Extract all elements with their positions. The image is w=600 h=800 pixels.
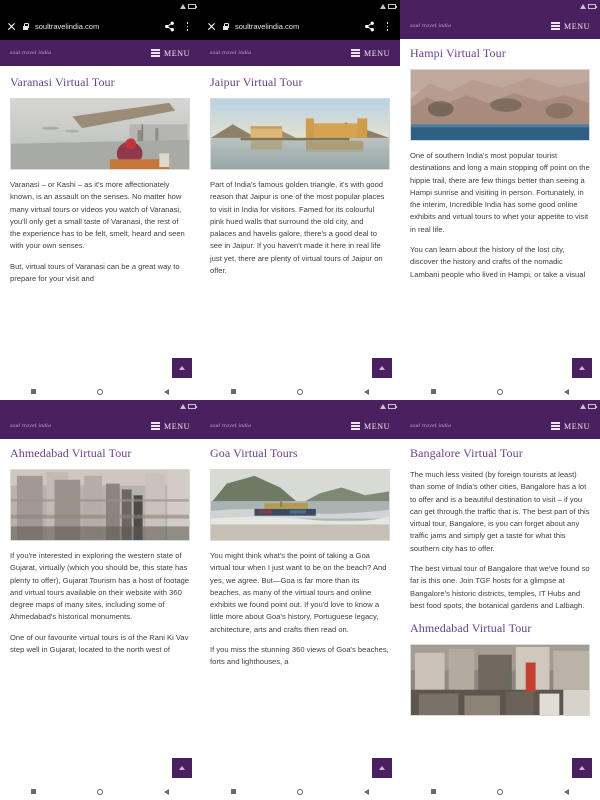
paragraph-text: Part of India's famous golden triangle, it's with good reason that Jaipur is one of the most popular places to visit in India for visitors. Famed for its colourful pink hued walls that surround the old city, and palaces and havelis galore, there's a good deal to see in Jaipur. If you haven't made it here in real life just yet, there are plenty of virtual tours of Jaipur on offer. [210, 180, 385, 276]
scroll-to-top-button[interactable] [172, 358, 192, 378]
status-carrier [404, 404, 406, 410]
status-carrier [204, 404, 206, 410]
site-logo[interactable]: soul travel india [210, 50, 252, 56]
site-logo[interactable]: soul travel india [10, 50, 52, 56]
android-status-bar [400, 0, 600, 13]
menu-button[interactable] [351, 49, 390, 58]
site-header [400, 13, 600, 39]
paragraph-text: If you miss the stunning 360 views of Goa's beaches, forts and lighthouses, a [210, 645, 389, 667]
site-header [200, 40, 400, 66]
browser-url-bar[interactable] [200, 13, 400, 40]
article-content-ahmedabad [0, 439, 200, 783]
site-header [0, 40, 200, 66]
status-carrier [4, 404, 6, 410]
article-content-bangalore [400, 439, 600, 783]
wifi-icon [380, 4, 386, 9]
status-carrier [204, 4, 206, 10]
home-icon[interactable] [97, 789, 103, 795]
article-paragraph [210, 550, 390, 636]
recent-apps-icon[interactable] [431, 789, 436, 794]
hamburger-icon [151, 49, 160, 56]
back-icon[interactable] [164, 389, 169, 395]
article-paragraph: But, virtual tours of Varanasi can be a great way to prepare for your visit and [10, 261, 180, 284]
article-image-hampi [410, 69, 590, 141]
site-header [400, 413, 600, 439]
android-status-bar [400, 400, 600, 413]
android-nav-bar [200, 383, 400, 400]
article-image-varanasi [10, 98, 190, 170]
paragraph-text: You can learn about the history of the lost city, discover the history and crafts of the nomadic Lambani people who lived in Hampi, or take a visual [410, 245, 586, 279]
menu-label: MENU [364, 48, 390, 58]
hamburger-icon [551, 422, 560, 429]
site-logo[interactable]: soul travel india [10, 423, 52, 429]
menu-button[interactable] [551, 22, 590, 31]
menu-label: MENU [364, 421, 390, 431]
more-vertical-icon[interactable] [382, 21, 393, 32]
article-image-goa [210, 469, 390, 541]
scroll-to-top-button[interactable] [172, 758, 192, 778]
scroll-to-top-button[interactable] [572, 758, 592, 778]
recent-apps-icon[interactable] [231, 389, 236, 394]
home-icon[interactable] [97, 389, 103, 395]
share-icon[interactable] [364, 21, 375, 32]
phone-screenshot-goa [200, 400, 400, 800]
article-paragraph [410, 563, 590, 612]
chevron-up-icon [379, 766, 385, 770]
android-nav-bar [0, 383, 200, 400]
site-logo[interactable]: soul travel india [410, 23, 452, 29]
back-icon[interactable] [164, 789, 169, 795]
phone-screenshot-ahmedabad [0, 400, 200, 800]
lock-icon [23, 23, 28, 30]
recent-apps-icon[interactable] [31, 789, 36, 794]
article-content-varanasi [0, 66, 200, 383]
page-title: Varanasi Virtual Tour [10, 75, 115, 89]
article-content-goa [200, 439, 400, 783]
paragraph-text: If you're interested in exploring the western state of Gujarat, virtually (which you should be, this state has plenty to offer), Gujarat Tourism has a host of footage and virtual tours available on their website with 360 degree maps of many sites, including some of Ahmedabad's historical monuments. [10, 551, 190, 622]
back-icon[interactable] [364, 789, 369, 795]
lock-icon [223, 23, 228, 30]
article-content-hampi [400, 39, 600, 383]
scroll-to-top-button[interactable] [572, 358, 592, 378]
chevron-up-icon [179, 766, 185, 770]
page-title: Bangalore Virtual Tour [410, 446, 523, 460]
article-paragraph [10, 632, 190, 657]
more-vertical-icon[interactable] [182, 21, 193, 32]
android-nav-bar [400, 383, 600, 400]
paragraph-text: One of southern India's most popular tourist destinations and long a main stopping off point on the hippie trail, there are few things better than seeing a Hampi sunrise and visiting in person. Fortunately, in the interim, Incredible India has some good online exhibits and virtual tours to whet your appetite to visit in real life. [410, 151, 590, 234]
scroll-to-top-button[interactable] [372, 758, 392, 778]
article-paragraph [410, 150, 590, 236]
site-logo[interactable]: soul travel india [410, 423, 452, 429]
android-nav-bar [200, 783, 400, 800]
site-header [0, 413, 200, 439]
android-status-bar [200, 0, 400, 13]
article-paragraph [410, 469, 590, 555]
paragraph-text: One of our favourite virtual tours is of the Rani Ki Vav step well in Gujarat, located to the north west of [10, 632, 189, 655]
back-icon[interactable] [564, 789, 569, 795]
page-title: Ahmedabad Virtual Tour [10, 446, 132, 460]
phone-screenshot-jaipur [200, 0, 400, 400]
android-status-bar [0, 400, 200, 413]
article-image-ahmedabad-market [410, 644, 590, 716]
recent-apps-icon[interactable] [31, 389, 36, 394]
android-nav-bar [400, 783, 600, 800]
menu-label: MENU [164, 48, 190, 58]
close-icon[interactable] [207, 22, 216, 31]
paragraph-text: The much less visited (by foreign tourists at least) than some of India's other cities, Bangalore has a lot to offer and is a beautiful destination to visit – if you can get through the traffic that is. The best part of this virtual tour, Bangalore, is you can forget about any traffic jams and simply get a taste for what this southern city has to offer. [410, 470, 590, 553]
section-title-ahmedabad: Ahmedabad Virtual Tour [410, 621, 532, 636]
share-icon[interactable] [164, 21, 175, 32]
paragraph-text: The best virtual tour of Bangalore that we've found so far is this one. Join TGF hosts for a glimpse at Bangalore's historic districts, temples, IT Hubs and best food spots, the botanical gardens and Lalbagh. [410, 564, 590, 610]
recent-apps-icon[interactable] [231, 789, 236, 794]
article-paragraph: Varanasi – or Kashi – as it's more affectionately known, is an assault on the senses. No matter how many virtual tours or videos you watch of Varanasi, you'll only get a small taste of Varanasi, the rest of the experience has to be felt, smelt, heard and seen with your own senses. [10, 180, 185, 251]
phone-screenshot-hampi [400, 0, 600, 400]
battery-icon [388, 4, 396, 9]
chevron-up-icon [579, 766, 585, 770]
menu-button[interactable] [151, 49, 190, 58]
menu-button[interactable] [351, 422, 390, 431]
url-text[interactable]: soultravelindia.com [235, 22, 300, 31]
menu-button[interactable] [151, 422, 190, 431]
article-paragraph [10, 550, 190, 624]
battery-icon [388, 404, 396, 409]
chevron-up-icon [179, 366, 185, 370]
phone-screenshot-bangalore [400, 400, 600, 800]
wifi-icon [380, 404, 386, 409]
chevron-up-icon [379, 366, 385, 370]
close-icon[interactable] [7, 22, 16, 31]
page-title: Hampi Virtual Tour [410, 46, 506, 60]
article-paragraph [410, 244, 590, 281]
page-title: Goa Virtual Tours [210, 446, 298, 460]
menu-label: MENU [564, 21, 590, 31]
android-nav-bar [0, 783, 200, 800]
status-carrier [4, 4, 6, 10]
wifi-icon [180, 4, 186, 9]
back-icon[interactable] [564, 389, 569, 395]
chevron-up-icon [579, 366, 585, 370]
hamburger-icon [151, 422, 160, 429]
battery-icon [188, 404, 196, 409]
menu-label: MENU [564, 421, 590, 431]
android-status-bar [0, 0, 200, 13]
battery-icon [588, 404, 596, 409]
phone-screenshot-varanasi [0, 0, 200, 400]
paragraph-text: You might think what's the point of taking a Goa virtual tour when I just want to be on the beach? And yes, we agree. But—Goa is far more than its beaches, as many of the virtual tours and online exhibits we found point out. If you'd love to know a little more about Goa's history, Portuguese legacy, architecture, arts and crafts then read on. [210, 551, 387, 634]
article-paragraph [210, 644, 390, 669]
site-header [200, 413, 400, 439]
android-status-bar [200, 400, 400, 413]
home-icon[interactable] [297, 389, 303, 395]
menu-button[interactable] [551, 422, 590, 431]
browser-url-bar[interactable] [0, 13, 200, 40]
home-icon[interactable] [497, 789, 503, 795]
article-content-jaipur [200, 66, 400, 383]
article-image-jaipur [210, 98, 390, 170]
page-title: Jaipur Virtual Tour [210, 75, 303, 89]
home-icon[interactable] [297, 789, 303, 795]
battery-icon [588, 4, 596, 9]
article-image-ahmedabad [10, 469, 190, 541]
menu-label: MENU [164, 421, 190, 431]
wifi-icon [580, 4, 586, 9]
site-logo[interactable]: soul travel india [210, 423, 252, 429]
back-icon[interactable] [364, 389, 369, 395]
article-paragraph [210, 179, 390, 277]
status-carrier [404, 4, 406, 10]
home-icon[interactable] [497, 389, 503, 395]
recent-apps-icon[interactable] [431, 389, 436, 394]
wifi-icon [180, 404, 186, 409]
hamburger-icon [351, 49, 360, 56]
hamburger-icon [351, 422, 360, 429]
battery-icon [188, 4, 196, 9]
wifi-icon [580, 404, 586, 409]
hamburger-icon [551, 22, 560, 29]
url-text[interactable]: soultravelindia.com [35, 22, 100, 31]
scroll-to-top-button[interactable] [372, 358, 392, 378]
